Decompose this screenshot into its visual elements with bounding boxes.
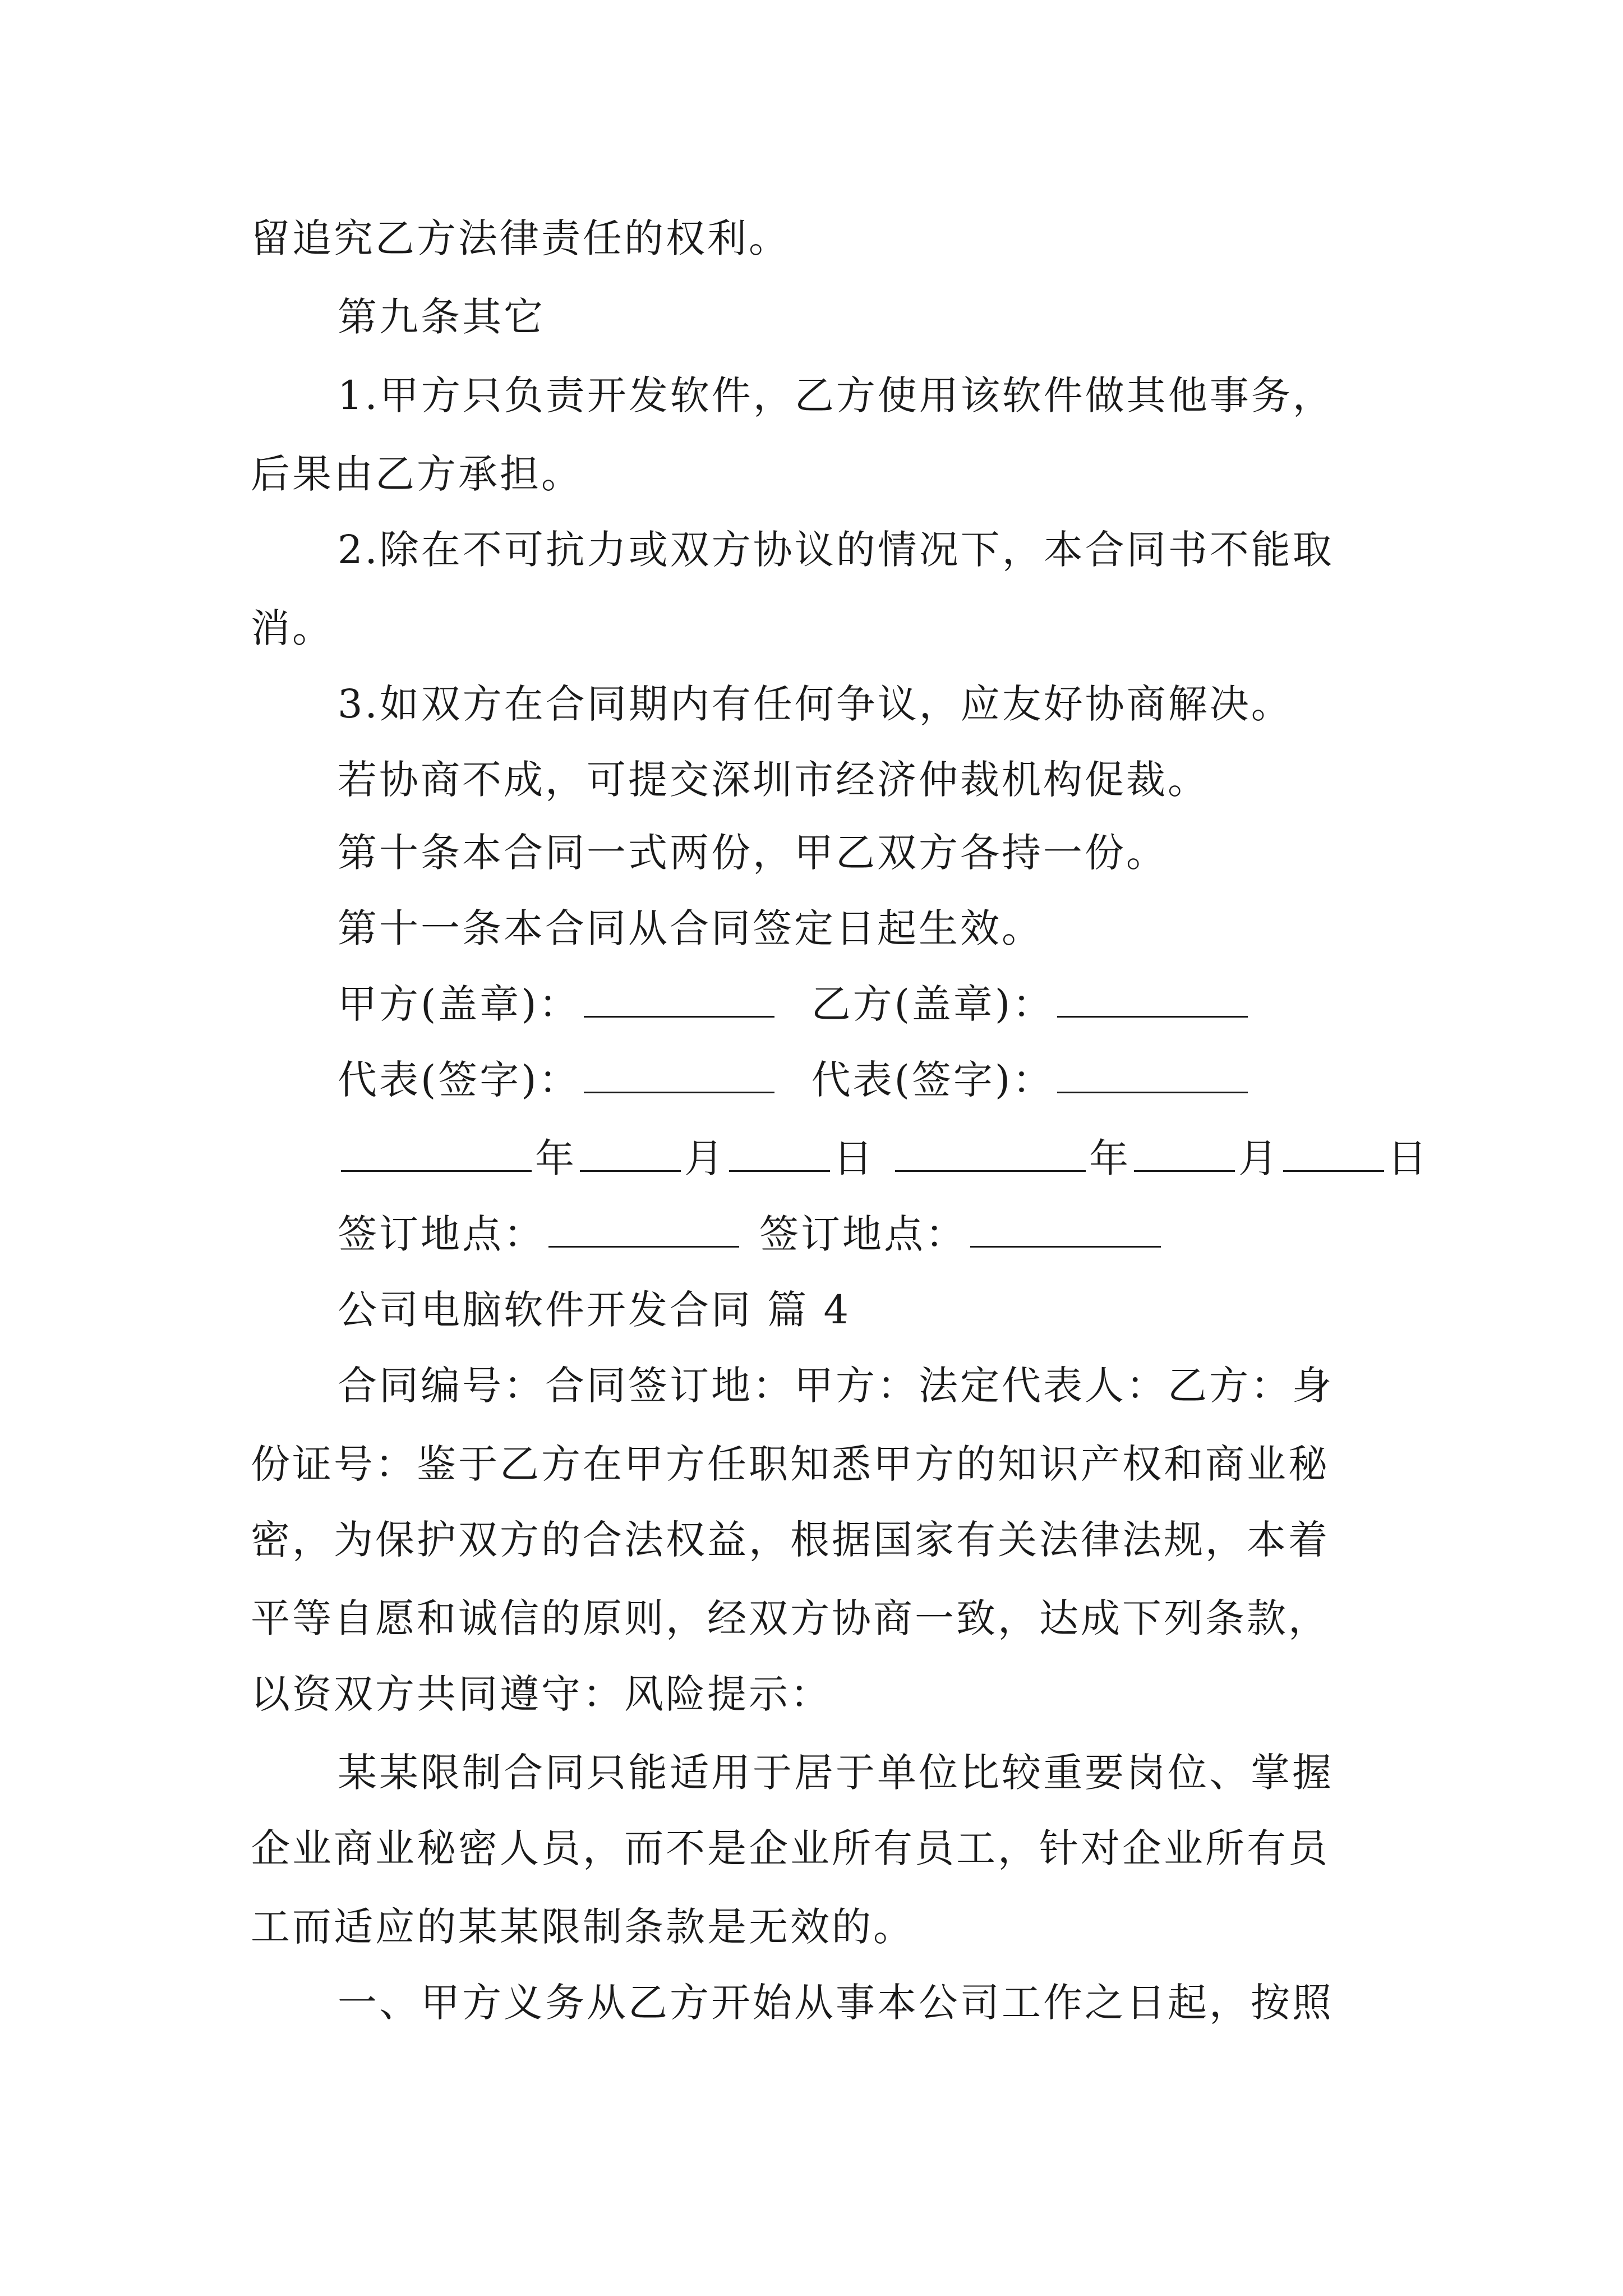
month-b-blank	[1134, 1137, 1235, 1172]
text-line: 合同编号：合同签订地：甲方：法定代表人：乙方：身	[338, 1363, 1334, 1409]
place-b-label: 签订地点：	[759, 1211, 967, 1257]
year-label: 年	[535, 1135, 577, 1181]
month-label: 月	[1238, 1135, 1280, 1181]
text-line: 若协商不成，可提交深圳市经济仲裁机构促裁。	[338, 757, 1209, 803]
text-line: 1.甲方只负责开发软件，乙方使用该软件做其他事务，	[338, 372, 1334, 418]
text-line: 以资双方共同遵守：风险提示：	[251, 1671, 832, 1717]
party-a-seal-label: 甲方(盖章)：	[338, 981, 580, 1027]
text-line: 2.除在不可抗力或双方协议的情况下，本合同书不能取	[338, 527, 1334, 573]
day-label: 日	[1387, 1135, 1429, 1181]
year-a-blank	[341, 1137, 532, 1172]
text-line: 后果由乙方承担。	[251, 451, 583, 497]
text-line: 份证号：鉴于乙方在甲方任职知悉甲方的知识产权和商业秘	[251, 1441, 1330, 1487]
text-line: 消。	[251, 605, 334, 651]
rep-a-blank	[584, 1058, 774, 1093]
text-line: 留追究乙方法律责任的权利。	[251, 215, 790, 261]
section-title: 公司电脑软件开发合同 篇 4	[338, 1287, 851, 1333]
text-line: 工而适应的某某限制条款是无效的。	[251, 1904, 915, 1950]
text-line: 某某限制合同只能适用于居于单位比较重要岗位、掌握	[338, 1750, 1334, 1796]
year-b-blank	[895, 1137, 1086, 1172]
rep-a-label: 代表(签字)：	[338, 1057, 580, 1103]
place-a-label: 签订地点：	[338, 1211, 545, 1257]
rep-b-label: 代表(签字)：	[811, 1057, 1054, 1103]
day-b-blank	[1283, 1137, 1384, 1172]
text-line: 第十一条本合同从合同签定日起生效。	[338, 905, 1043, 951]
day-label: 日	[833, 1135, 875, 1181]
signature-row	[338, 1055, 1251, 1105]
place-b-blank	[970, 1212, 1161, 1248]
text-line: 平等自愿和诚信的原则，经双方协商一致，达成下列条款，	[251, 1595, 1330, 1641]
text-line: 第十条本合同一式两份，甲乙双方各持一份。	[338, 830, 1168, 876]
text-line: 3.如双方在合同期内有任何争议，应友好协商解决。	[338, 681, 1293, 727]
text-line: 一、甲方义务从乙方开始从事本公司工作之日起，按照	[338, 1980, 1334, 2026]
party-b-seal-label: 乙方(盖章)：	[811, 981, 1054, 1027]
text-line: 企业商业秘密人员，而不是企业所有员工，针对企业所有员	[251, 1825, 1330, 1871]
rep-b-blank	[1057, 1058, 1248, 1093]
section-heading: 第九条其它	[338, 294, 545, 340]
year-label: 年	[1089, 1135, 1131, 1181]
seal-row	[338, 979, 1251, 1029]
place-row	[338, 1209, 1164, 1259]
month-label: 月	[684, 1135, 726, 1181]
place-a-blank	[548, 1212, 739, 1248]
text-line: 密，为保护双方的合法权益，根据国家有关法律法规，本着	[251, 1517, 1330, 1563]
party-b-seal-blank	[1057, 982, 1248, 1018]
month-a-blank	[580, 1137, 681, 1172]
date-row	[338, 1133, 1429, 1184]
day-a-blank	[729, 1137, 830, 1172]
party-a-seal-blank	[584, 982, 774, 1018]
